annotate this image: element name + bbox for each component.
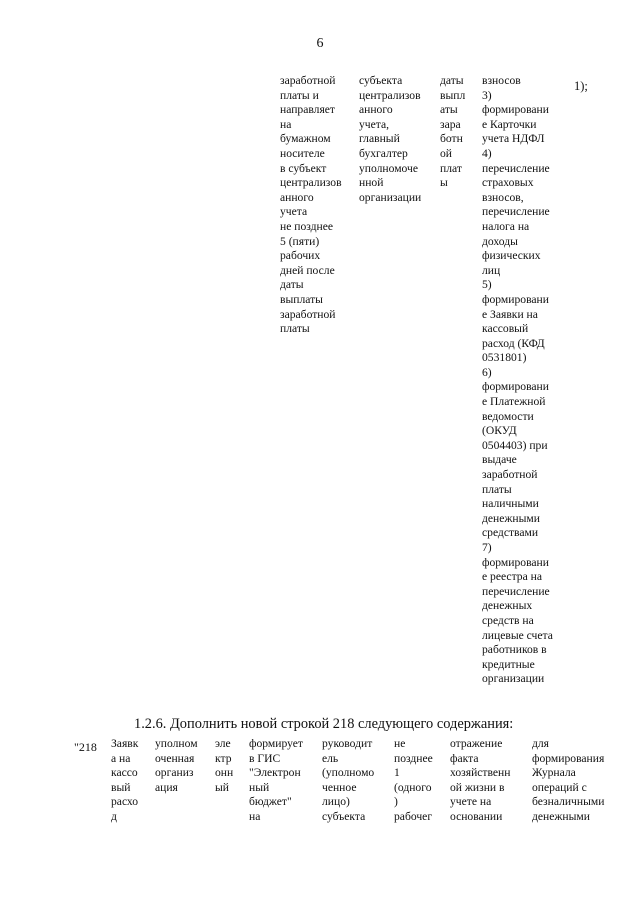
upper-cell-deadline: заработной платы и направляет на бумажном носителе в субъект централизов анного учета не позднее 5 (пяти) рабочих дней после даты выплаты заработной платы	[280, 74, 342, 336]
upper-closing: 1);	[574, 79, 588, 93]
upper-cell-actions: взносов 3) формировани е Карточки учета НДФЛ 4) перечисление страховых взносов, перечисление налога на доходы физических лиц 5) формировани е Заявки на кассовый расход (КФД 0531801) 6) формировани е Платежной ведомости (ОКУД 0504403) при выдаче заработной платы наличными денежными средствами 7) формировани е реестра на перечисление денежных средств на лицевые счета работников в кредитные организации	[482, 74, 553, 686]
upper-cell-responsible: субъекта централизов анного учета, главный бухгалтер уполномоче нной организации	[359, 74, 422, 204]
upper-cell-date: даты выпл аты зара ботн ой плат ы	[440, 74, 466, 190]
row-number: "218	[74, 740, 97, 754]
amendment-paragraph: 1.2.6. Дополнить новой строкой 218 следующего содержания:	[134, 716, 514, 732]
lower-cell-format: эле ктр онн ый	[215, 737, 234, 794]
lower-cell-signer: руководит ель (уполномо ченное лицо) субъекта	[322, 737, 375, 823]
lower-cell-deadline: не позднее 1 (одного ) рабочег	[394, 737, 433, 823]
page-number: 6	[316, 36, 324, 51]
lower-cell-forming: формирует в ГИС "Электрон ный бюджет" на	[249, 737, 303, 823]
lower-cell-organization: уполном оченная организ ация	[155, 737, 198, 794]
lower-cell-reflection: отражение факта хозяйственн ой жизни в учете на основании	[450, 737, 511, 823]
lower-cell-purpose: для формирования Журнала операций с безналичными денежными	[532, 737, 605, 823]
lower-cell-document: Заявк а на кассо вый расхо д	[111, 737, 139, 823]
